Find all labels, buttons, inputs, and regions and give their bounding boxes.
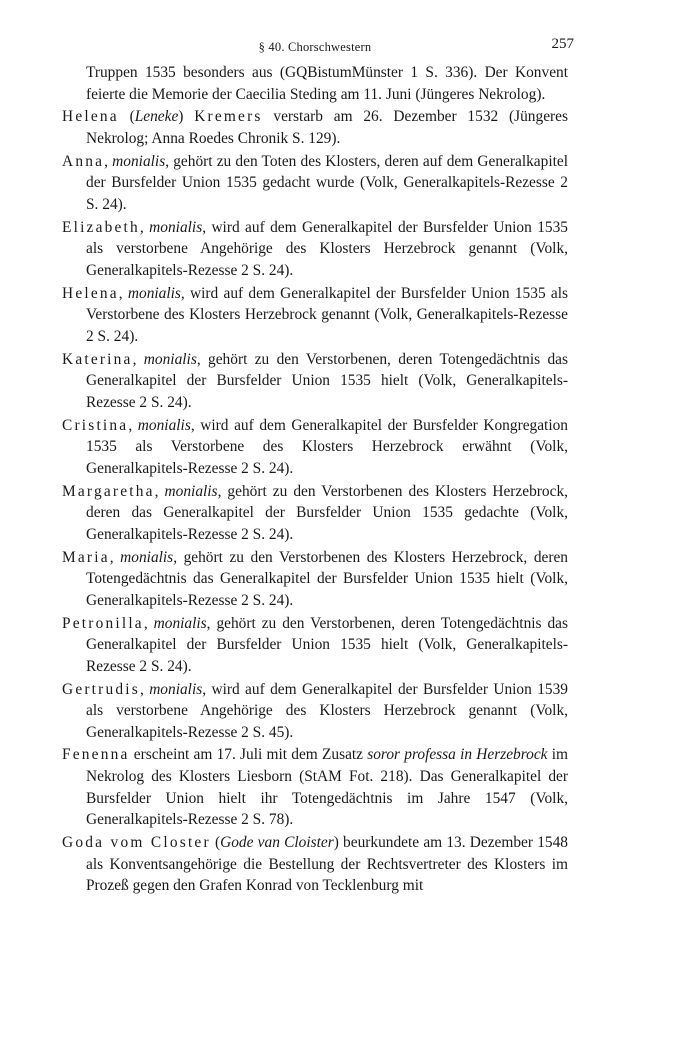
entry-title: monialis (149, 218, 203, 236)
entry-katerina: Katerina, monialis, gehört zu den Verstorbenen, deren Totengedächtnis das Generalkapitel der Bursfelder Union 1535 hielt (Volk, Generalkapitels-Rezesse 2 S. 24). (62, 350, 568, 411)
entry-text: , gehört zu den Toten des Klosters, deren auf dem Generalkapitel der Bursfelder Union 1535 gedacht wurde (Volk, Generalkapitels-Rezesse 2 S. 24). (86, 152, 568, 213)
entry-text: , wird auf dem Generalkapitel der Bursfelder Kongregation 1535 als Verstorbene des Klosters Herzebrock erwähnt (Volk, Generalkapitels-Rezesse 2 S. 24). (86, 416, 569, 477)
entry-title: monialis (120, 548, 174, 566)
entry-continuation (62, 62, 568, 105)
entry-title: monialis (143, 350, 197, 368)
entry-petronilla: Petronilla, monialis, gehört zu den Verstorbenen, deren Totengedächtnis das Generalkapitel der Bursfelder Union 1535 hielt (Volk, Generalkapitels-Rezesse 2 S. 24). (62, 614, 568, 675)
entry-title: monialis (164, 482, 218, 500)
entry-text: Truppen 1535 besonders aus (GQBistumMünster 1 S. 336). Der Konvent feierte die Memorie der Caecilia Steding am 11. Juni (Jüngeres Nekrolog). (86, 64, 568, 103)
entry-name: Anna (62, 152, 105, 170)
entry-name: Goda vom Closter (62, 834, 211, 852)
entry-title: monialis (153, 614, 207, 632)
entry-helena: Helena, monialis, wird auf dem Generalkapitel der Bursfelder Union 1535 als Verstorbene des Klosters Herzebrock genannt (Volk, Generalkapitels-Rezesse 2 S. 24). (62, 284, 568, 345)
entry-title: monialis (149, 680, 203, 698)
entry-alias: Gode van Cloister (220, 834, 334, 852)
entry-alias: Leneke (134, 108, 179, 126)
entry-name: Helena (62, 108, 119, 126)
entry-name: Elizabeth (62, 218, 140, 236)
entry-text: , wird auf dem Generalkapitel der Bursfelder Union 1535 als verstorbene Angehörige des Klosters Herzebrock genannt (Volk, Generalkapitels-Rezesse 2 S. 24). (86, 218, 568, 279)
entry-text: , wird auf dem Generalkapitel der Bursfelder Union 1535 als Verstorbene des Klosters Herzebrock genannt (Volk, Generalkapitels-Rezesse 2 S. 24). (86, 284, 568, 345)
entry-title: monialis (112, 152, 166, 170)
entry-elizabeth: Elizabeth, monialis, wird auf dem Generalkapitel der Bursfelder Union 1535 als verstorbene Angehörige des Klosters Herzebrock genannt (Volk, Generalkapitels-Rezesse 2 S. 24). (62, 218, 568, 279)
entry-title: monialis (137, 416, 191, 434)
entry-text: verstarb am 26. Dezember 1532 (Jüngeres Nekrolog; Anna Roedes Chronik S. 129). (86, 108, 568, 147)
entry-text: , wird auf dem Generalkapitel der Bursfelder Union 1539 als verstorbene Angehörige des Klosters Herzebrock genannt (Volk, Generalkapitels-Rezesse 2 S. 45). (86, 680, 568, 741)
entry-goda-vom-closter: Goda vom Closter (Gode van Cloister) beurkundete am 13. Dezember 1548 als Konventsangehörige die Bestellung der Rechtsvertreter des Klosters im Prozeß gegen den Grafen Konrad von Tecklenburg mit (62, 834, 568, 895)
entry-name: Cristina (62, 416, 129, 434)
entry-name: Katerina (62, 350, 133, 368)
page-number: 257 (551, 36, 574, 52)
entry-text: , gehört zu den Verstorbenen des Klosters Herzebrock, deren Totengedächtnis das Generalkapitel der Bursfelder Union 1535 hielt (Volk, Generalkapitels-Rezesse 2 S. 24). (86, 548, 568, 609)
entry-text: , gehört zu den Verstorbenen, deren Totengedächtnis das Generalkapitel der Bursfelder Union 1535 hielt (Volk, Generalkapitels-Rezesse 2 S. 24). (86, 350, 568, 411)
entry-text: im Nekrolog des Klosters Liesborn (StAM Fot. 218). Das Generalkapitel der Bursfelder Union hielt ihr Totengedächtnis im Jahre 1547 (Volk, Generalkapitels-Rezesse 2 S. 78). (86, 746, 568, 829)
entry-name: Helena (62, 284, 119, 302)
entry-cristina: Cristina, monialis, wird auf dem Generalkapitel der Bursfelder Kongregation 1535 als Verstorbene des Klosters Herzebrock erwähnt (Volk, Generalkapitels-Rezesse 2 S. 24). (62, 416, 569, 477)
entry-quote: soror professa in Herzebrock (367, 746, 548, 764)
entry-name: Margaretha (62, 482, 155, 500)
entry-anna: Anna, monialis, gehört zu den Toten des Klosters, deren auf dem Generalkapitel der Bursfelder Union 1535 gedacht wurde (Volk, Generalkapitels-Rezesse 2 S. 24). (62, 152, 568, 213)
entry-text: , gehört zu den Verstorbenen, deren Totengedächtnis das Generalkapitel der Bursfelder Union 1535 hielt (Volk, Generalkapitels-Rezesse 2 S. 24). (86, 614, 568, 675)
entry-name: Gertrudis (62, 680, 140, 698)
entry-gertrudis: Gertrudis, monialis, wird auf dem Generalkapitel der Bursfelder Union 1539 als verstorbene Angehörige des Klosters Herzebrock genannt (Volk, Generalkapitels-Rezesse 2 S. 45). (62, 680, 568, 741)
entry-maria: Maria, monialis, gehört zu den Verstorbenen des Klosters Herzebrock, deren Totengedächtnis das Generalkapitel der Bursfelder Union 1535 hielt (Volk, Generalkapitels-Rezesse 2 S. 24). (62, 548, 568, 609)
entry-margaretha: Margaretha, monialis, gehört zu den Verstorbenen des Klosters Herzebrock, deren das Generalkapitel der Bursfelder Union 1535 gedachte (Volk, Generalkapitels-Rezesse 2 S. 24). (62, 482, 568, 543)
entry-text: beurkundete am 13. Dezember 1548 als Konventsangehörige die Bestellung der Rechtsvertreter des Klosters im Prozeß gegen den Grafen Konrad von Tecklenburg mit (86, 834, 568, 895)
entry-text: , gehört zu den Verstorbenen des Klosters Herzebrock, deren das Generalkapitel der Bursfelder Union 1535 gedachte (Volk, Generalkapitels-Rezesse 2 S. 24). (86, 482, 568, 543)
document-page (62, 36, 574, 898)
entry-helena-kremers: Helena (Leneke) Kremers verstarb am 26. Dezember 1532 (Jüngeres Nekrolog; Anna Roedes Chronik S. 129). (62, 108, 568, 147)
entry-name: Maria (62, 548, 110, 566)
entry-title: monialis (127, 284, 181, 302)
entry-name: Petronilla (62, 614, 144, 632)
entry-surname: Kremers (194, 108, 263, 126)
entry-fenenna: Fenenna erscheint am 17. Juli mit dem Zusatz soror professa in Herzebrock im Nekrolog des Klosters Liesborn (StAM Fot. 218). Das Generalkapitel der Bursfelder Union hielt ihr Totengedächtnis im Jahre 1547 (Volk, Generalkapitels-Rezesse 2 S. 78). (62, 746, 568, 829)
running-head (62, 36, 574, 60)
section-title: § 40. Chorschwestern (258, 40, 372, 54)
entry-name: Fenenna (62, 746, 130, 764)
